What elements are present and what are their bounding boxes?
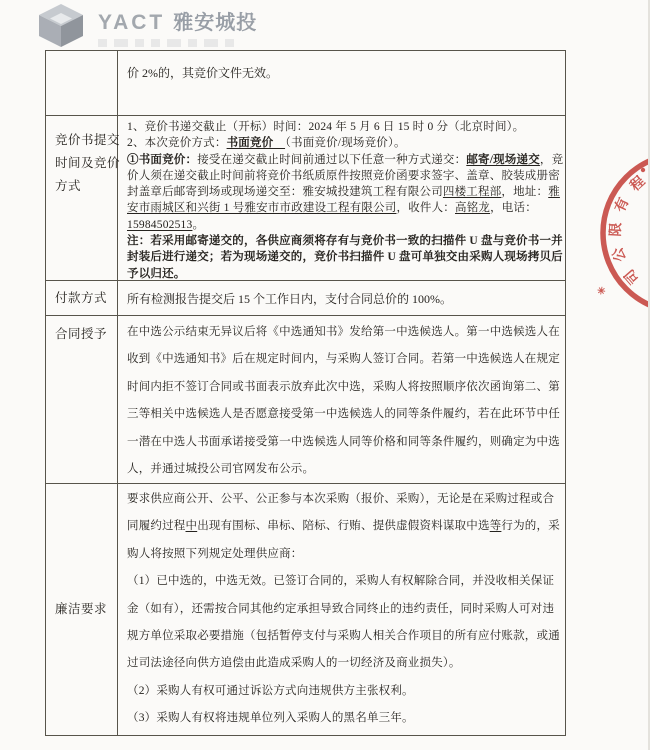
seal-mark: ✳	[595, 284, 609, 299]
row-content-cell	[118, 316, 565, 483]
seal-character: 程	[627, 174, 649, 195]
logo-text-cn: 雅安城投	[173, 12, 258, 34]
text-segment: 2、本次竞价方式：	[127, 137, 227, 150]
text-segment: 1、竞价书递交截止（开标）时间：2024 年 5 月 6 日 15 时 0 分（北京时间）。	[127, 121, 525, 133]
content-line	[127, 678, 561, 705]
content-line	[127, 119, 561, 135]
table-row	[46, 51, 565, 115]
text-segment: 时间内拒不签订合同或书面表示放弃此次中选，采购人将按照顺序依次函询第二、第	[127, 380, 560, 393]
text-segment: 所有检测报告提交后 15 个工作日内，支付合同总价的 100%。	[127, 291, 452, 306]
company-seal-stamp	[590, 140, 650, 320]
content-line	[127, 650, 561, 677]
content-line	[127, 623, 561, 650]
content-line	[127, 401, 561, 428]
text-segment: 收到《中选通知书》后在规定时间内，与采购人签订合同。若第一中选候选人在规定	[127, 353, 560, 366]
row-label-text: 付款方式	[55, 290, 108, 305]
content-line	[127, 456, 561, 483]
text-segment: （3）采购人有权将违规单位列入采购人的黑名单三年。	[127, 712, 414, 725]
logo-text-block	[98, 3, 257, 47]
company-logo	[36, 3, 257, 48]
row-content-cell	[118, 116, 565, 280]
content-line	[127, 217, 561, 233]
text-segment: 出现有围标、串标、陪标、行贿、提供虚假资料谋取中选	[197, 520, 490, 533]
text-segment: 价人须在递交截止时间前将竞价书纸质原件按照竞价函要求签字、盖章、胶装成册密	[127, 169, 560, 182]
text-segment: 等	[489, 520, 502, 533]
seal-character: 有	[612, 195, 633, 215]
text-segment: 书面竞价	[226, 137, 286, 150]
text-segment: 购人将按照下列规定处理供应商：	[127, 547, 303, 560]
text-segment: 15984502513	[127, 218, 193, 231]
text-segment: ，电话：	[490, 202, 537, 215]
table-row	[46, 115, 565, 280]
content-line	[127, 568, 561, 595]
content-line	[127, 64, 561, 82]
row-label-text: 竞价书提交	[55, 133, 121, 147]
text-segment: 高铭龙	[455, 202, 491, 215]
text-segment: 邮寄/现场递交	[466, 153, 540, 166]
table-row	[46, 483, 565, 735]
content-line	[127, 290, 452, 307]
text-segment: ，收件人：	[396, 202, 455, 215]
row-label-cell	[46, 316, 118, 483]
content-line	[127, 705, 561, 732]
seal-character: 司	[622, 265, 643, 287]
content-line	[127, 135, 561, 151]
row-label-cell	[46, 116, 121, 280]
content-line	[127, 249, 561, 265]
content-line	[127, 346, 561, 373]
seal-character: 公	[610, 245, 630, 264]
content-line	[127, 319, 561, 346]
text-segment: 四楼工程部	[442, 186, 502, 199]
row-label-cell	[46, 484, 118, 735]
text-segment: 在中选公示结束无异议后将《中选通知书》发给第一中选候选人。第一中选候选人在	[127, 326, 560, 338]
text-segment: 雅	[548, 186, 560, 199]
content-line	[127, 266, 561, 280]
row-label-text: 方式	[55, 179, 82, 193]
seal-mark	[641, 168, 645, 172]
row-label-text: 合同授予	[55, 327, 108, 341]
content-line	[127, 374, 561, 401]
text-segment: 安市雨城区和兴街 1 号雅安市市政建设工程有限公司	[127, 202, 397, 215]
text-segment: 注：若采用邮寄递交的，各供应商须将存有与竞价书一致的扫描件 U 盘与竞价书一并	[127, 235, 563, 248]
text-segment: （1）已中选的，中选无效。已签订合同的，采购人有权解除合同，并没收相关保证	[127, 575, 555, 588]
row-label-cell	[46, 51, 118, 115]
text-segment: 三等相关中选候选人是否愿意接受第一中选候选人的同等条件履约，若在此环节中任	[127, 408, 560, 421]
text-segment: 封盖章后邮寄到场或现场递交至：雅安城投建筑工程有限公司	[127, 186, 443, 199]
text-segment: （2）采购人有权可通过诉讼方式向违规供方主张权利。	[127, 684, 414, 697]
text-segment: ，地址：	[501, 186, 549, 199]
text-segment: 人，并通过城投公司官网发布公示。	[127, 463, 315, 476]
seal-character: 限	[608, 222, 625, 237]
content-line	[127, 184, 561, 200]
row-label-text: 廉洁要求	[55, 602, 108, 616]
text-segment: 一潜在中选人书面承诺接受第一中选候选人同等价格和同等条件履约，则确定为中选	[127, 435, 560, 448]
table-row	[46, 315, 565, 483]
content-line	[127, 233, 561, 249]
text-segment: 过司法途径向供方追偿由此造成采购人的一切经济及商业损失）。	[127, 657, 461, 670]
text-segment: 行为的，采	[501, 520, 560, 533]
content-line	[127, 429, 561, 456]
text-segment: 价 2%的，其竞价文件无效。	[127, 66, 278, 80]
table-row	[46, 280, 565, 315]
text-segment: 封装后进行递交；若为现场递交的，竞价书扫描件 U 盘可单独交由采购人现场拷贝后	[127, 251, 563, 264]
content-line	[127, 596, 561, 623]
content-line	[127, 513, 561, 540]
content-line	[127, 168, 561, 184]
text-segment: 中	[185, 520, 198, 533]
text-segment: 予以归还。	[127, 267, 186, 280]
logo-text-en: YACT	[98, 11, 166, 34]
text-segment: 金（如有），还需按合同其他约定承担导致合同终止的违约责任，同时采购人可对违	[127, 602, 555, 615]
content-line	[127, 541, 561, 568]
cube-logo-icon	[36, 3, 86, 48]
row-label-cell	[46, 281, 118, 315]
row-label-text: 时间及竞价	[55, 156, 121, 170]
text-segment: 接受在递交截止时间前通过以下任意一种方式递交：	[197, 153, 467, 166]
text-segment: 规方单位采取必要措施（包括暂停支付与采购人相关合作项目的所有应付账款，或通	[127, 630, 560, 643]
row-content-cell	[118, 484, 565, 735]
text-segment: ，竞	[539, 153, 564, 166]
seal-ring	[603, 154, 650, 312]
text-segment: 要求供应商公开、公平、公正参与本次采购（报价、采购），无论是在采购过程或合	[127, 493, 555, 505]
row-content-cell	[118, 51, 565, 115]
text-segment: （书面竞价/现场竞价）。	[285, 137, 406, 150]
content-line	[127, 486, 561, 513]
row-content-cell	[118, 281, 565, 315]
logo-tagline-faint	[98, 39, 257, 47]
content-line	[127, 152, 564, 168]
text-segment: 同履约过程	[127, 520, 186, 533]
info-table	[45, 50, 566, 736]
text-segment: 。	[192, 218, 205, 231]
text-segment: ①书面竞价：	[127, 153, 198, 166]
content-line	[127, 200, 561, 216]
